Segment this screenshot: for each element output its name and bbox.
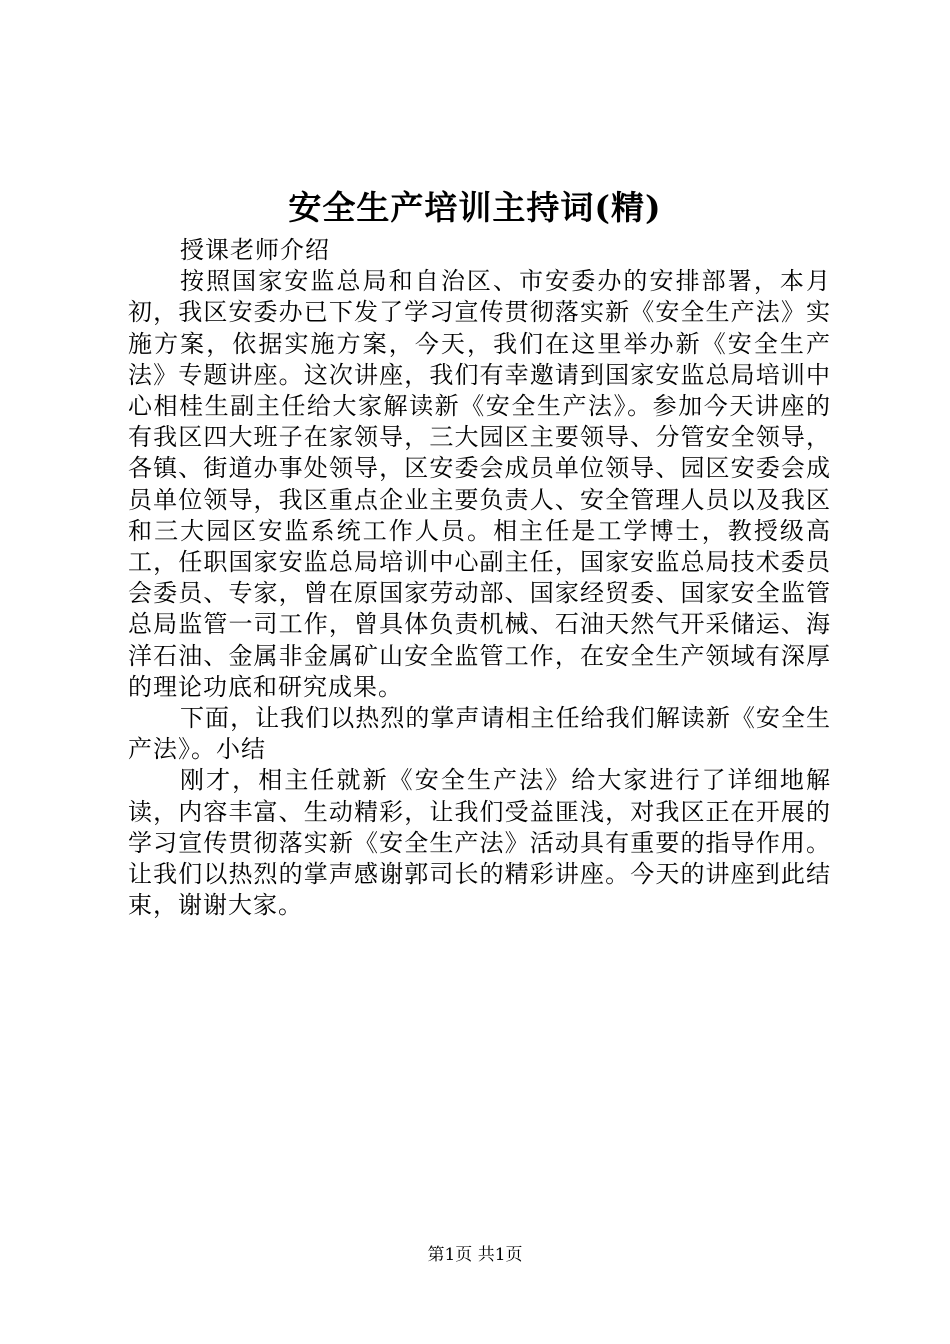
- paragraph-invitation: 下面，让我们以热烈的掌声请相主任给我们解读新《安全生产法》。小结: [128, 704, 831, 764]
- paragraph-summary: 刚才，相主任就新《安全生产法》给大家进行了详细地解读，内容丰富、生动精彩，让我们受益匪浅，对我区正在开展的学习宣传贯彻落实新《安全生产法》活动具有重要的指导作用。让我们以热烈的掌声感谢郭司长的精彩讲座。今天的讲座到此结束，谢谢大家。: [128, 766, 831, 920]
- page-footer: 第1页 共1页: [427, 1245, 523, 1265]
- document-body: [128, 235, 831, 921]
- paragraph-introduction: 按照国家安监总局和自治区、市安委办的安排部署，本月初，我区安委办已下发了学习宣传贯彻落实新《安全生产法》实施方案，依据实施方案，今天，我们在这里举办新《安全生产法》专题讲座。这次讲座，我们有幸邀请到国家安监总局培训中心相桂生副主任给大家解读新《安全生产法》。参加今天讲座的有我区四大班子在家领导，三大园区主要领导、分管安全领导，各镇、街道办事处领导，区安委会成员单位领导、园区安委会成员单位领导，我区重点企业主要负责人、安全管理人员以及我区和三大园区安监系统工作人员。相主任是工学博士，教授级高工，任职国家安监总局培训中心副主任，国家安监总局技术委员会委员、专家，曾在原国家劳动部、国家经贸委、国家安全监管总局监管一司工作，曾具体负责机械、石油天然气开采储运、海洋石油、金属非金属矿山安全监管工作，在安全生产领域有深厚的理论功底和研究成果。: [128, 267, 831, 701]
- document-title: 安全生产培训主持词(精): [288, 188, 662, 227]
- paragraph-instructor-intro: 授课老师介绍: [180, 236, 330, 264]
